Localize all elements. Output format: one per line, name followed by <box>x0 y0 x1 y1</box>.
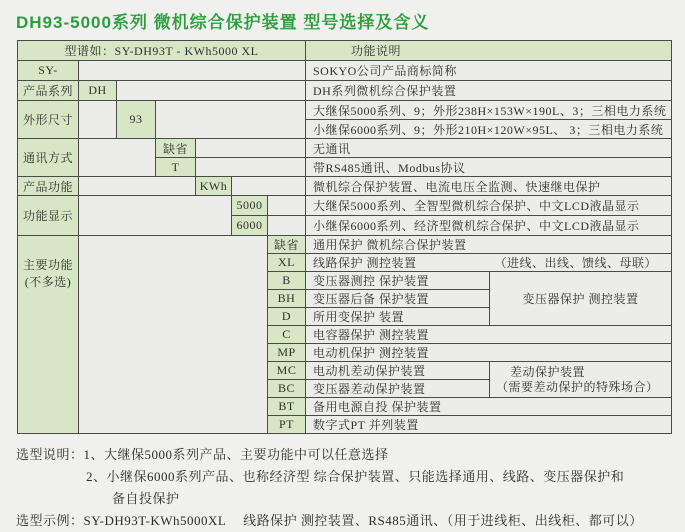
filler-cell <box>156 101 305 138</box>
desc-display-6000: 小继保6000系列、经济型微机综合保护、中文LCD液晶显示 <box>306 216 671 235</box>
code-cell-93: 93 <box>117 101 155 138</box>
desc-size-2: 小继保6000系列、9；外形210H×120W×95L、 3；三相电力系统 <box>306 120 671 138</box>
code-cell-b: B <box>268 272 305 289</box>
filler-cell <box>79 236 267 433</box>
note-line-4: 选型示例：SY-DH93T-KWh5000XL 线路保护 测控装置、RS485通讯、（用于进线柜、出线柜、都可以） <box>16 513 643 528</box>
desc-function: 微机综合保护装置、电流电压全监测、快速继电保护 <box>306 177 671 195</box>
group-diff-line1: 差动保护装置 <box>510 364 586 379</box>
filler-cell <box>79 196 231 235</box>
code-cell-bc: BC <box>268 380 305 397</box>
row-label-main <box>18 236 78 433</box>
page-title: DH93-5000系列 微机综合保护装置 型号选择及含义 <box>16 13 430 32</box>
row-label-size: 外形尺寸 <box>18 101 78 138</box>
code-cell-xl: XL <box>268 254 305 271</box>
code-cell-main-default: 缺省 <box>268 236 305 253</box>
group-differential-protection <box>490 362 671 397</box>
group-transformer-protection: 变压器保护 测控装置 <box>490 272 671 325</box>
main-label-line2: (不多选) <box>24 275 72 289</box>
code-cell-kwh: KWh <box>196 177 231 195</box>
filler-cell <box>79 177 195 195</box>
code-cell-mp: MP <box>268 344 305 361</box>
code-cell-c: C <box>268 326 305 343</box>
code-cell-d: D <box>268 308 305 325</box>
code-cell-t: T <box>156 158 195 176</box>
desc-pt: 数字式PT 并列装置 <box>306 416 671 433</box>
filler-cell <box>79 101 116 138</box>
filler-cell <box>196 139 305 157</box>
desc-sy: SOKYO公司产品商标简称 <box>306 61 671 80</box>
group-diff-line2: （需要差动保护的特殊场合） <box>496 379 659 394</box>
code-cell-5000: 5000 <box>232 196 267 215</box>
desc-series: DH系列微机综合保护装置 <box>306 81 671 100</box>
filler-cell <box>196 158 305 176</box>
filler-cell <box>79 61 305 80</box>
filler-cell <box>232 177 305 195</box>
row-label-sy: SY- <box>18 61 78 80</box>
header-model-spec: 型谱如：SY-DH93T - KWh5000 XL <box>18 41 305 60</box>
row-label-display: 功能显示 <box>18 196 78 235</box>
desc-b: 变压器测控 保护装置 <box>306 272 489 289</box>
main-label-line1: 主要功能 <box>22 258 73 272</box>
filler-cell <box>268 216 305 235</box>
desc-comm-t: 带RS485通讯、Modbus协议 <box>306 158 671 176</box>
desc-c: 电容器保护 测控装置 <box>306 326 671 343</box>
desc-xl-note: （进线、出线、馈线、母联） <box>494 256 657 270</box>
desc-bt: 备用电源自投 保护装置 <box>306 398 671 415</box>
code-cell-pt: PT <box>268 416 305 433</box>
filler-cell <box>268 196 305 215</box>
note-line-1: 选型说明：1、大继保5000系列产品、主要功能中可以任意选择 <box>16 447 389 462</box>
row-label-function: 产品功能 <box>18 177 78 195</box>
desc-xl-text: 线路保护 测控装置 <box>313 256 417 270</box>
code-cell-comm-default: 缺省 <box>156 139 195 157</box>
note-line-2: 2、小继保6000系列产品、也称经济型 综合保护装置、只能选择通用、线路、变压器保护和 <box>86 469 625 484</box>
code-cell-dh: DH <box>79 81 116 100</box>
desc-mp: 电动机保护 测控装置 <box>306 344 671 361</box>
note-line-3: 备自投保护 <box>112 491 180 506</box>
row-label-series: 产品系列 <box>18 81 78 100</box>
desc-d: 所用变保护 装置 <box>306 308 489 325</box>
desc-display-5000: 大继保5000系列、全智型微机综合保护、中文LCD液晶显示 <box>306 196 671 215</box>
desc-comm-default: 无通讯 <box>306 139 671 157</box>
row-label-comm: 通讯方式 <box>18 139 78 176</box>
desc-size-1: 大继保5000系列、9；外形238H×153W×190L、3；三相电力系统 <box>306 101 671 119</box>
header-function-desc: 功能说明 <box>306 41 671 60</box>
desc-mc: 电动机差动保护装置 <box>306 362 489 379</box>
selection-notes <box>16 444 678 532</box>
filler-cell <box>117 81 305 100</box>
model-selection-table <box>17 40 672 434</box>
desc-bc: 变压器差动保护装置 <box>306 380 489 397</box>
desc-bh: 变压器后备 保护装置 <box>306 290 489 307</box>
desc-main-default: 通用保护 微机综合保护装置 <box>306 236 671 253</box>
code-cell-bt: BT <box>268 398 305 415</box>
filler-cell <box>79 139 155 176</box>
code-cell-mc: MC <box>268 362 305 379</box>
code-cell-6000: 6000 <box>232 216 267 235</box>
desc-xl <box>306 254 671 271</box>
code-cell-bh: BH <box>268 290 305 307</box>
